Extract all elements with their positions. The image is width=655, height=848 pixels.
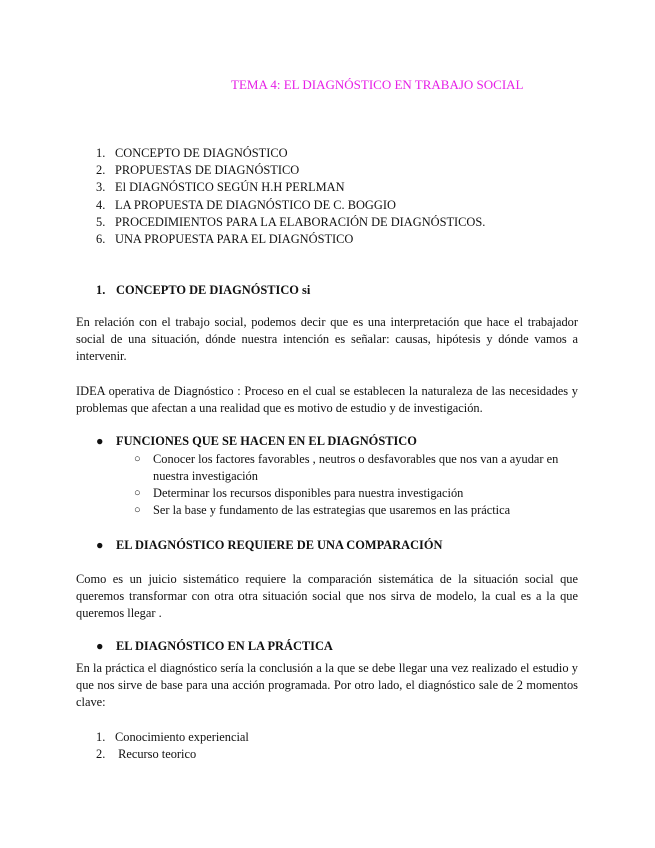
list-item: 2. Recurso teorico [96,747,197,762]
funciones-list [134,451,584,519]
table-of-contents [76,145,485,248]
list-item: ○ Determinar los recursos disponibles para nuestra investigación [134,486,464,500]
bullet-heading-practica [96,638,333,655]
toc-item: 5. PROCEDIMIENTOS PARA LA ELABORACIÓN DE DIAGNÓSTICOS. [96,214,486,229]
list-item: 1. Conocimiento experiencial [96,730,249,744]
list-item: ○ Ser la base y fundamento de las estrategias que usaremos en las práctica [134,503,511,517]
bullet-dot-icon: ● [96,639,104,653]
page-title: TEMA 4: EL DIAGNÓSTICO EN TRABAJO SOCIAL [231,77,524,92]
paragraph-idea-operativa: IDEA operativa de Diagnóstico : Proceso en el cual se establecen la naturaleza de las necesidades y problemas que afectan a una realidad que es motivo de estudio y de investigación. [76,384,578,415]
bullet-heading-comparacion [96,537,442,554]
bullet-heading-text: EL DIAGNÓSTICO EN LA PRÁCTICA [116,639,333,653]
section-number: 1. [96,283,106,297]
toc-item: 6. UNA PROPUESTA PARA EL DIAGNÓSTICO [96,231,354,246]
toc-item: 3. El DIAGNÓSTICO SEGÚN H.H PERLMAN [96,180,345,195]
bullet-dot-icon: ● [96,538,104,552]
circle-bullet-icon: ○ [134,504,141,516]
toc-item: 2. PROPUESTAS DE DIAGNÓSTICO [96,163,300,178]
paragraph-comparacion: Como es un juicio sistemático requiere la comparación sistemática de la situación social que queremos transformar con otra otra situación social que nos sirva de modelo, la cual es a la que queremos llegar . [76,572,578,620]
circle-bullet-icon: ○ [134,487,141,499]
section-heading-concepto [96,282,310,299]
circle-bullet-icon: ○ [134,453,141,465]
bullet-dot-icon: ● [96,434,104,448]
toc-item: 4. LA PROPUESTA DE DIAGNÓSTICO DE C. BOGGIO [96,197,396,212]
bullet-heading-text: FUNCIONES QUE SE HACEN EN EL DIAGNÓSTICO [116,434,417,448]
bullet-heading-text: EL DIAGNÓSTICO REQUIERE DE UNA COMPARACIÓN [116,538,443,552]
section-heading-text: CONCEPTO DE DIAGNÓSTICO si [116,283,311,297]
bullet-heading-funciones [96,433,417,450]
paragraph-concepto: En relación con el trabajo social, podemos decir que es una interpretación que hace el trabajador social de una situación, dónde nuestra intención es señalar: causas, hipótesis y dónde vamos a intervenir. [76,315,578,363]
paragraph-practica: En la práctica el diagnóstico sería la conclusión a la que se debe llegar una vez realizado el estudio y que nos sirve de base para una acción programada. Por otro lado, el diagnóstico sale de 2 momentos clave: [76,661,578,709]
toc-item: 1. CONCEPTO DE DIAGNÓSTICO [96,146,288,160]
moments-list [96,729,249,763]
list-item: ○ Conocer los factores favorables , neutros o desfavorables que nos van a ayudar en nuestra investigación [134,452,559,483]
